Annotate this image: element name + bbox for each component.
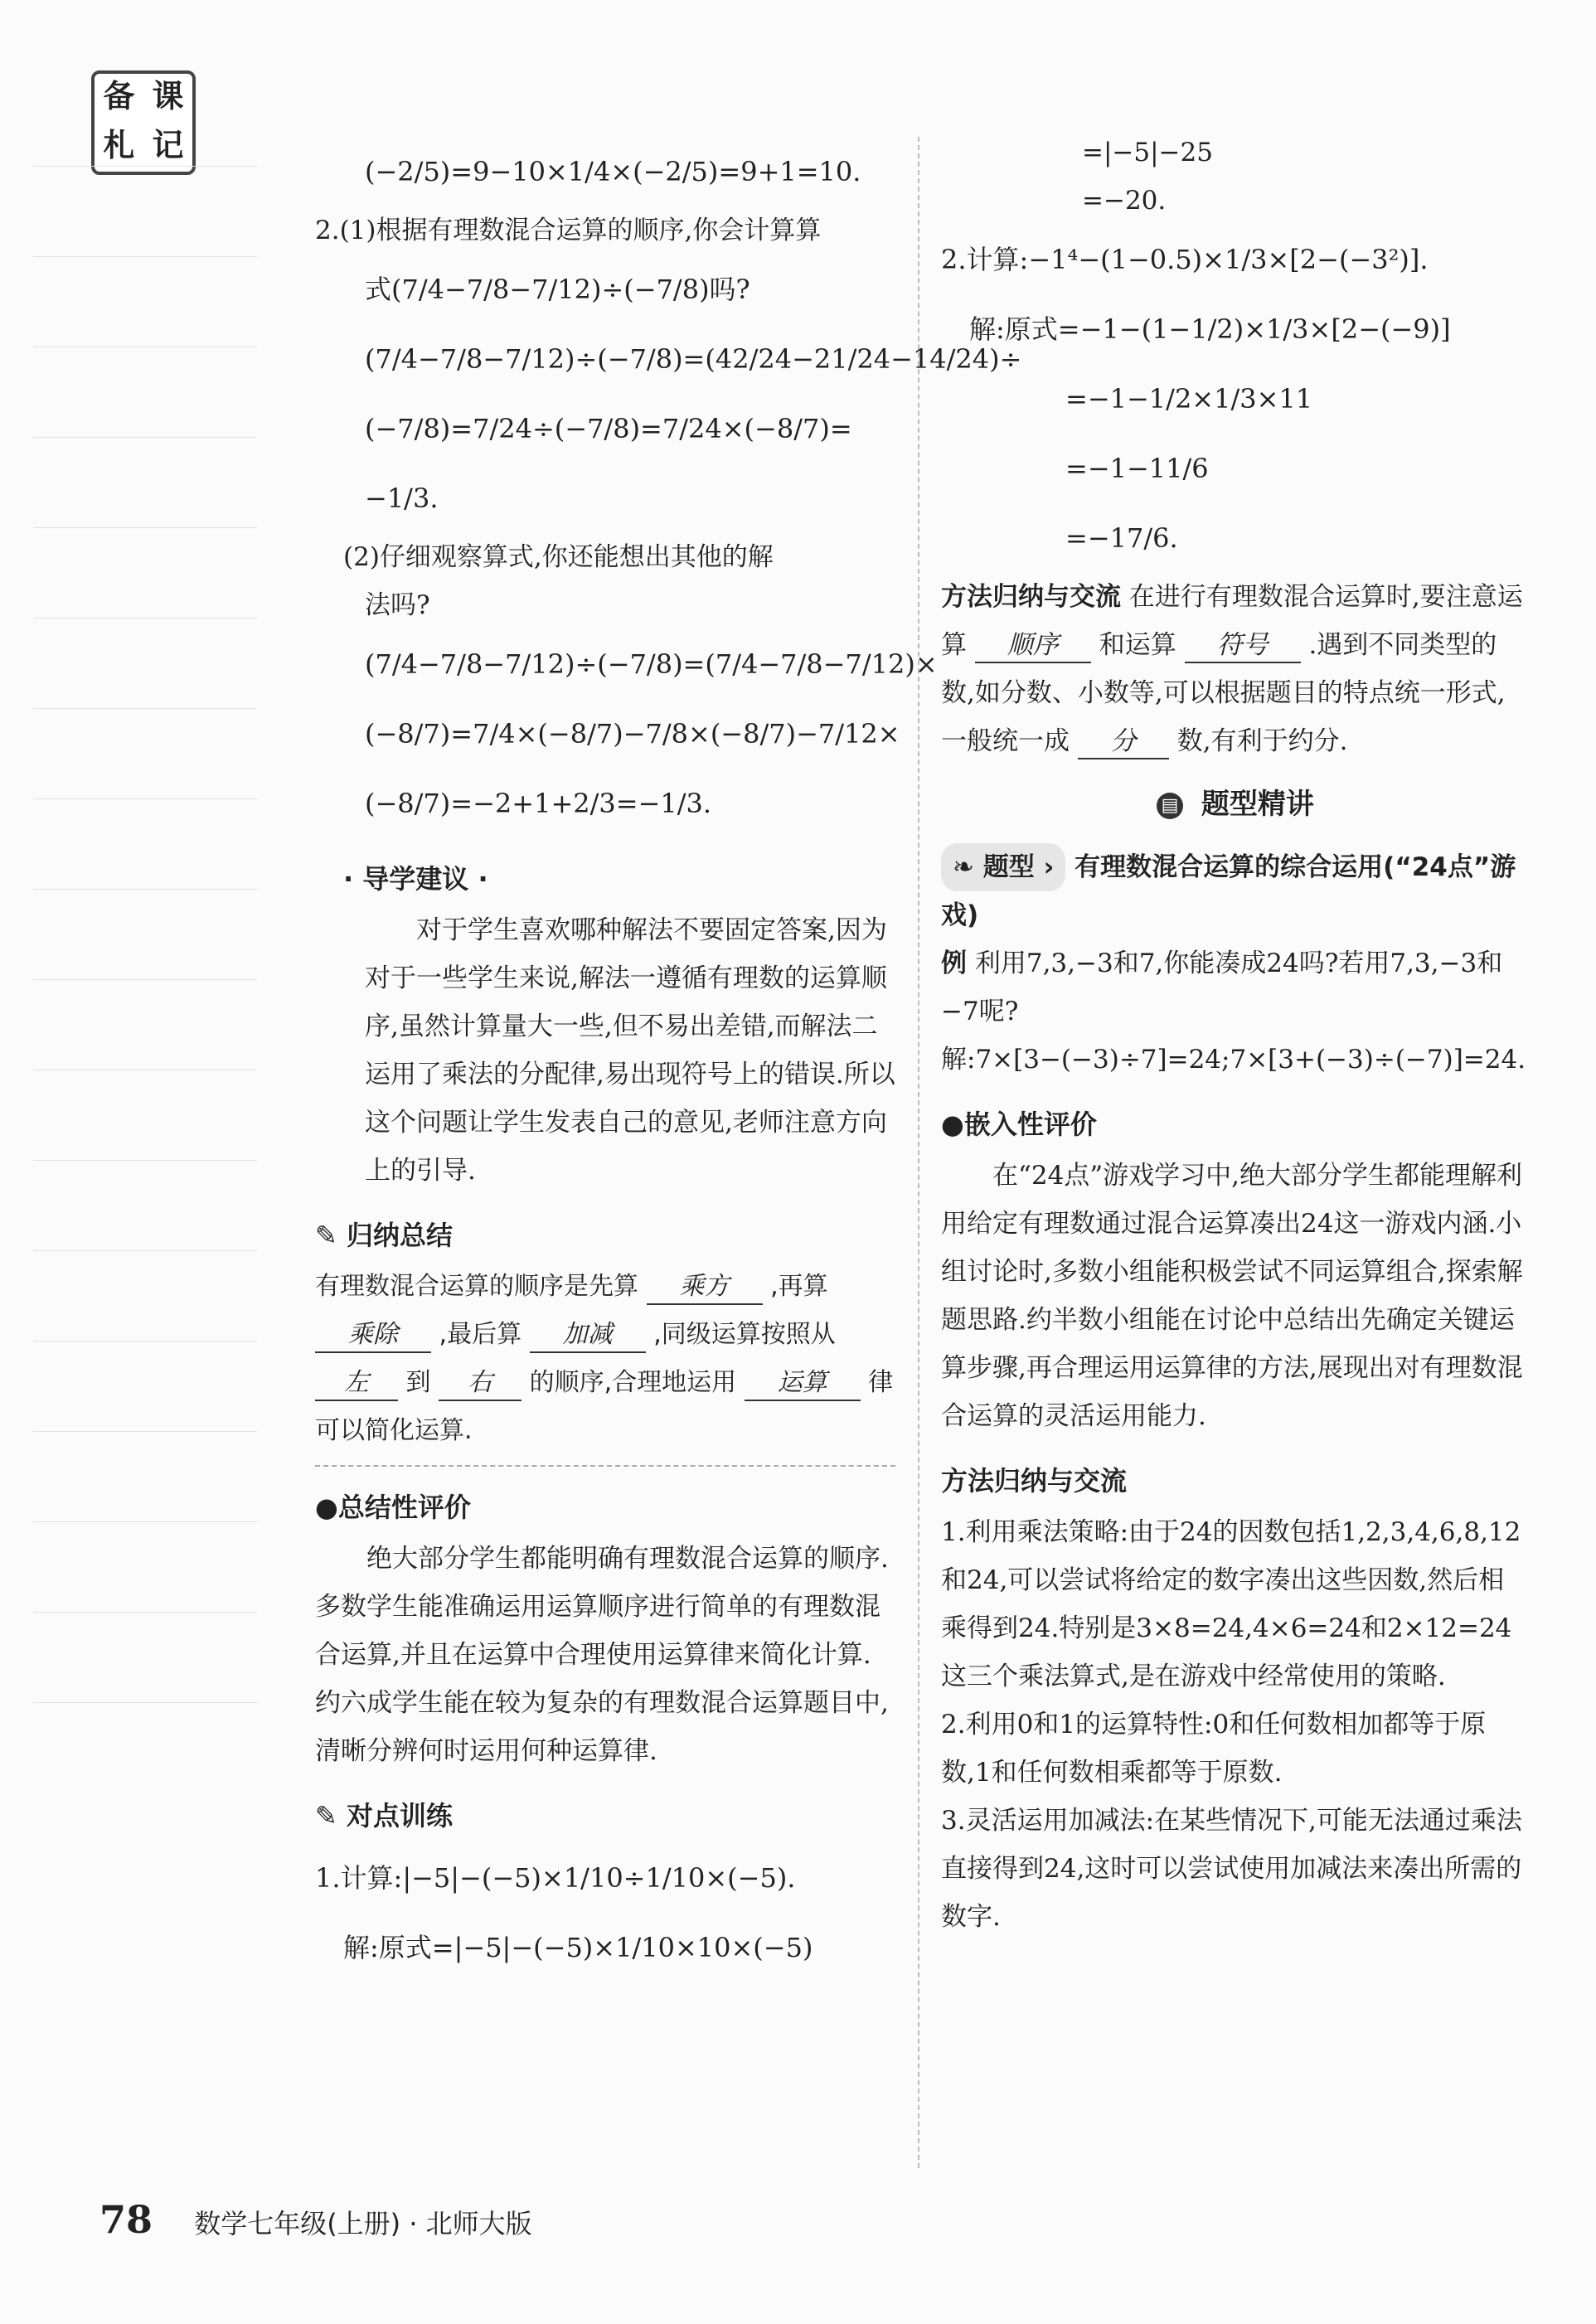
question-2-2: (2)仔细观察算式,你还能想出其他的解 [343,542,774,572]
summary-title-text: 归纳总结 [346,1220,453,1251]
equation-line: (−7/8)=7/24÷(−7/8)=7/24×(−8/7)= [365,413,852,444]
equation-line: (7/4−7/8−7/12)÷(−7/8)=(7/4−7/8−7/12)× [365,648,938,680]
pencil-icon: ✎ [315,1220,337,1251]
column-divider [918,137,919,2168]
notes-badge [91,70,196,175]
type-tag-text: 题型 [982,852,1035,882]
badge-char: 备 [103,78,135,114]
question-2-2-cont: 法吗? [365,590,430,620]
badge-char: 课 [152,78,184,114]
method-seg: 数,有利于约分. [1176,726,1348,756]
banner-title: 题型精讲 [1201,788,1314,821]
solution-line: =−20. [1082,186,1167,216]
pencil-icon: ✎ [315,1800,337,1832]
equation-line: (−2/5)=9−10×1/4×(−2/5)=9+1=10. [365,156,861,187]
embed-text: 在“24点”游戏学习中,绝大部分学生都能理解利用给定有理数通过混合运算凑出24这一游戏内涵.小组讨论时,多数小组能积极尝试不同运算组合,探索解题思路.约半数小组能在讨论中总结出先确定关键运算步骤,再合理运用运算律的方法,展现出对有理数混合运算的灵活运用能力. [941,1161,1523,1431]
summary-seg: ,同级运算按照从 [653,1320,836,1349]
answer-blank: 分 [1078,725,1169,759]
method-point-1: 1.利用乘法策略:由于24的因数包括1,2,3,4,6,8,12和24,可以尝试将给定的数字凑出这些因数,然后相乘得到24.特别是3×8=24,4×6=24和2×12=24这三个乘法算式,是在游戏中经常使用的策略. [941,1517,1521,1691]
right-column [941,129,1530,1941]
summary-title [315,1211,895,1259]
example [941,939,1530,1036]
book-title: 数学七年级(上册) · 北师大版 [194,2208,532,2239]
badge-char: 记 [152,127,184,163]
equation-line: (7/4−7/8−7/12)÷(−7/8)=(42/24−21/24−14/24)÷ [365,343,1022,375]
page-footer [99,2197,532,2242]
book-icon: ▤ [1157,793,1183,819]
solution-line: =−1−11/6 [1065,453,1209,484]
type-text: 有理数混合运算的综合运用(“24点”游戏) [941,852,1516,930]
answer-blank: 运算 [745,1366,861,1401]
example-label: 例 [941,949,967,978]
example-text: 利用7,3,−3和7,你能凑成24吗?若用7,3,−3和−7呢? [941,949,1503,1026]
method-paragraph [941,573,1530,765]
answer-blank: 符号 [1185,628,1301,663]
section-banner [941,780,1530,828]
training-2: 2.计算:−1⁴−(1−0.5)×1/3×[2−(−3²)]. [941,244,1429,275]
train-title-text: 对点训练 [346,1800,453,1832]
summary-seg: ,最后算 [439,1320,522,1349]
method2-title: 方法归纳与交流 [941,1465,1128,1497]
type-heading [941,843,1530,939]
train-title [315,1792,895,1840]
method-title: 方法归纳与交流 [941,582,1121,612]
summary-seg: 有理数混合运算的顺序是先算 [315,1272,638,1301]
summary-seg: 的顺序,合理地运用 [529,1368,737,1397]
method-seg: 和运算 [1099,630,1176,660]
summary-seg: ,再算 [770,1272,828,1301]
solution-line: =−17/6. [1065,522,1178,554]
answer-blank: 右 [439,1366,521,1401]
method-point-3: 3.灵活运用加减法:在某些情况下,可能无法通过乘法直接得到24,这时可以尝试使用加减法来凑出所需的数字. [941,1806,1522,1932]
answer-blank: 乘除 [315,1318,431,1353]
guide-text: 对于学生喜欢哪种解法不要固定答案,因为对于一些学生来说,解法一遵循有理数的运算顺序,虽然计算量大一些,但不易出差错,而解法二运用了乘法的分配律,易出现符号上的错误.所以这个问题让学生发表自己的意见,老师注意方向上的引导. [365,915,895,1186]
training-1: 1.计算:|−5|−(−5)×1/10÷1/10×(−5). [315,1862,796,1894]
summary-text [315,1263,895,1455]
notes-margin [33,166,257,2139]
equation-line: −1/3. [365,483,439,514]
equation-line: (−8/7)=7/4×(−8/7)−7/8×(−8/7)−7/12× [365,718,900,750]
answer-blank: 加减 [530,1318,646,1353]
page-number: 78 [99,2197,153,2242]
embed-title: ●嵌入性评价 [941,1109,1097,1140]
badge-char: 札 [103,127,135,163]
solution-line: =−1−1/2×1/3×11 [1065,383,1313,415]
type-tag: ❧ 题型 › [941,843,1065,891]
eval-title: ●总结性评价 [315,1492,471,1523]
equation-line: 式(7/4−7/8−7/12)÷(−7/8)吗? [365,274,750,305]
guide-title: · 导学建议 · [343,863,488,895]
solution-line: =|−5|−25 [1082,138,1213,167]
answer-blank: 左 [315,1366,398,1401]
summary-seg: 律可以简化运算. [315,1368,894,1445]
method-point-2: 2.利用0和1的运算特性:0和任何数相加都等于原数,1和任何数相乘都等于原数. [941,1710,1487,1788]
summary-seg: 到 [405,1368,431,1397]
summary-box [315,1211,895,1467]
equation-line: (−8/7)=−2+1+2/3=−1/3. [365,788,712,819]
method-seg: 在进行有理数混合运算时,要注意运算 [941,582,1523,660]
answer-blank: 顺序 [975,628,1091,663]
example-solution: 解:7×[3−(−3)÷7]=24;7×[3+(−3)÷(−7)]=24. [941,1045,1526,1075]
answer-blank: 乘方 [647,1270,763,1305]
question-2-1: 2.(1)根据有理数混合运算的顺序,你会计算算 [315,216,822,245]
eval-text: 绝大部分学生都能明确有理数混合运算的顺序.多数学生能准确运用运算顺序进行简单的有理数混合运算,并且在运算中合理使用运算律来简化计算.约六成学生能在较为复杂的有理数混合运算题目中,清晰分辨何时运用何种运算律. [315,1544,889,1766]
leaf-icon: ❧ [953,852,983,882]
method-seg: .遇到不同类型的数,如分数、小数等,可以根据题目的特点统一形式,一般统一成 [941,630,1506,756]
solution-line: 解:原式=−1−(1−1/2)×1/3×[2−(−9)] [969,313,1451,345]
training-1-solution: 解:原式=|−5|−(−5)×1/10×10×(−5) [343,1932,813,1963]
